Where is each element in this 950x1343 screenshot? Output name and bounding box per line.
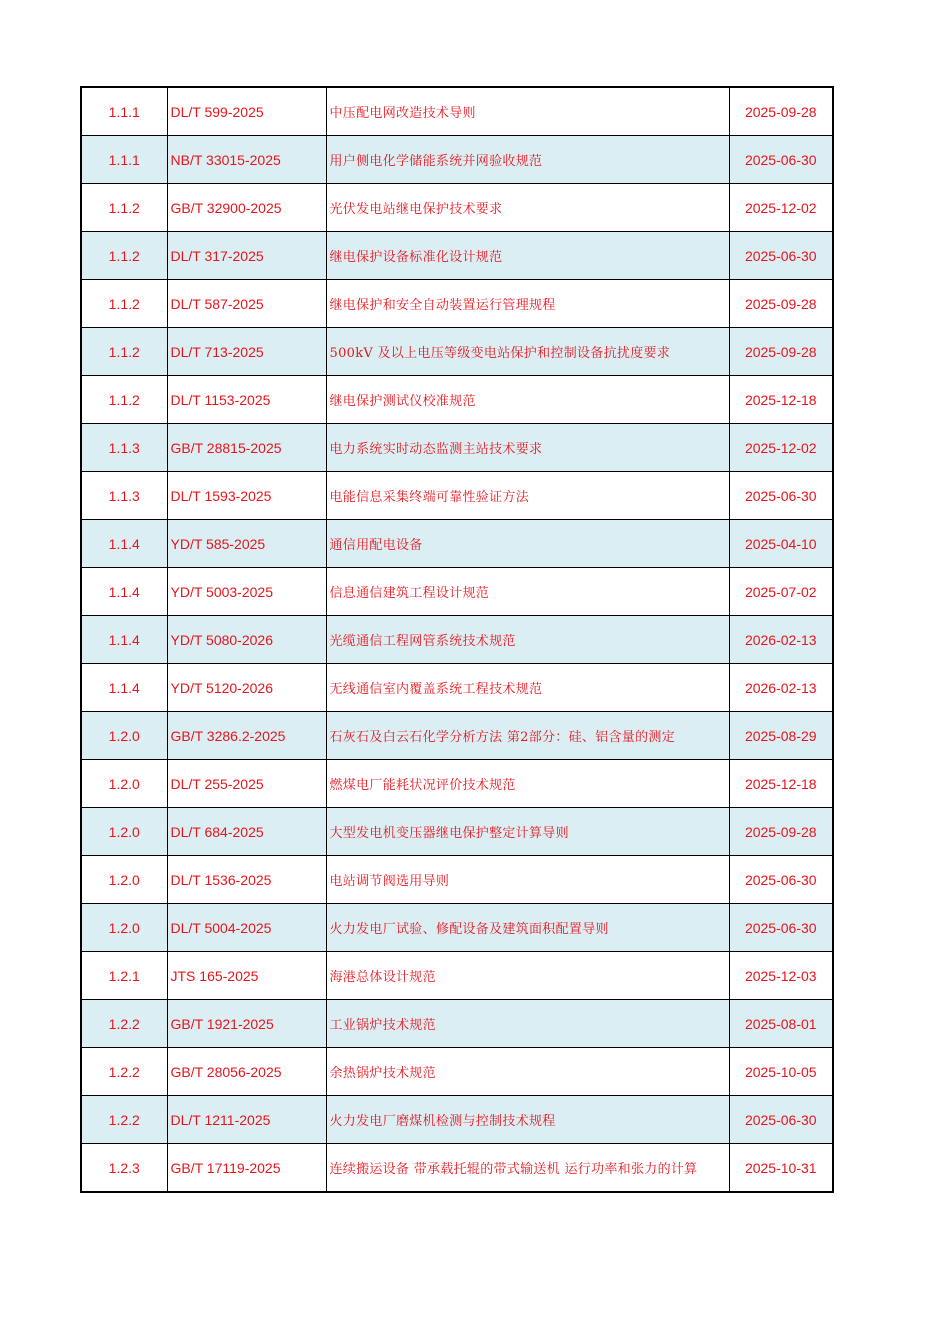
effective-date-cell: 2025-08-29 [729, 712, 833, 760]
section-number-cell: 1.2.0 [81, 712, 167, 760]
standard-title-cell: 石灰石及白云石化学分析方法 第2部分：硅、铝含量的测定 [326, 712, 729, 760]
standard-code-cell: GB/T 3286.2-2025 [167, 712, 326, 760]
effective-date-cell: 2026-02-13 [729, 664, 833, 712]
standard-code-cell: NB/T 33015-2025 [167, 136, 326, 184]
effective-date-cell: 2025-04-10 [729, 520, 833, 568]
table-row [81, 1000, 833, 1048]
standard-code-cell: DL/T 1211-2025 [167, 1096, 326, 1144]
table-row [81, 712, 833, 760]
table-row [81, 1096, 833, 1144]
table-row [81, 664, 833, 712]
standard-title-cell: 继电保护设备标准化设计规范 [326, 232, 729, 280]
table-row [81, 1144, 833, 1193]
section-number-cell: 1.1.2 [81, 328, 167, 376]
table-row [81, 616, 833, 664]
section-number-cell: 1.1.3 [81, 472, 167, 520]
standard-code-cell: DL/T 587-2025 [167, 280, 326, 328]
effective-date-cell: 2025-06-30 [729, 232, 833, 280]
standard-code-cell: DL/T 317-2025 [167, 232, 326, 280]
standard-title-cell: 500kV 及以上电压等级变电站保护和控制设备抗扰度要求 [326, 328, 729, 376]
standard-code-cell: YD/T 585-2025 [167, 520, 326, 568]
section-number-cell: 1.1.2 [81, 376, 167, 424]
effective-date-cell: 2025-12-02 [729, 184, 833, 232]
section-number-cell: 1.2.0 [81, 808, 167, 856]
standard-title-cell: 继电保护和安全自动装置运行管理规程 [326, 280, 729, 328]
effective-date-cell: 2025-09-28 [729, 87, 833, 136]
standard-code-cell: DL/T 684-2025 [167, 808, 326, 856]
section-number-cell: 1.2.2 [81, 1000, 167, 1048]
effective-date-cell: 2025-12-18 [729, 376, 833, 424]
standard-title-cell: 海港总体设计规范 [326, 952, 729, 1000]
standard-code-cell: YD/T 5120-2026 [167, 664, 326, 712]
effective-date-cell: 2025-12-18 [729, 760, 833, 808]
standards-table [80, 86, 834, 1193]
standard-title-cell: 光伏发电站继电保护技术要求 [326, 184, 729, 232]
table-row [81, 424, 833, 472]
standard-title-cell: 中压配电网改造技术导则 [326, 87, 729, 136]
section-number-cell: 1.2.0 [81, 760, 167, 808]
standard-code-cell: DL/T 1153-2025 [167, 376, 326, 424]
standard-title-cell: 火力发电厂试验、修配设备及建筑面积配置导则 [326, 904, 729, 952]
table-row [81, 760, 833, 808]
effective-date-cell: 2025-12-03 [729, 952, 833, 1000]
section-number-cell: 1.2.2 [81, 1048, 167, 1096]
standard-title-cell: 光缆通信工程网管系统技术规范 [326, 616, 729, 664]
effective-date-cell: 2025-09-28 [729, 328, 833, 376]
table-row [81, 904, 833, 952]
section-number-cell: 1.1.4 [81, 520, 167, 568]
table-row [81, 136, 833, 184]
standard-code-cell: DL/T 1593-2025 [167, 472, 326, 520]
standard-code-cell: DL/T 5004-2025 [167, 904, 326, 952]
standard-code-cell: GB/T 1921-2025 [167, 1000, 326, 1048]
standard-title-cell: 火力发电厂磨煤机检测与控制技术规程 [326, 1096, 729, 1144]
standard-code-cell: JTS 165-2025 [167, 952, 326, 1000]
section-number-cell: 1.2.0 [81, 904, 167, 952]
section-number-cell: 1.2.0 [81, 856, 167, 904]
standard-code-cell: GB/T 28056-2025 [167, 1048, 326, 1096]
table-row [81, 232, 833, 280]
effective-date-cell: 2025-10-31 [729, 1144, 833, 1193]
section-number-cell: 1.1.4 [81, 664, 167, 712]
effective-date-cell: 2026-02-13 [729, 616, 833, 664]
standard-title-cell: 无线通信室内覆盖系统工程技术规范 [326, 664, 729, 712]
table-row [81, 87, 833, 136]
table-row [81, 376, 833, 424]
effective-date-cell: 2025-12-02 [729, 424, 833, 472]
table-row [81, 328, 833, 376]
standard-title-cell: 工业锅炉技术规范 [326, 1000, 729, 1048]
standard-code-cell: DL/T 255-2025 [167, 760, 326, 808]
standard-title-cell: 信息通信建筑工程设计规范 [326, 568, 729, 616]
standard-title-cell: 余热锅炉技术规范 [326, 1048, 729, 1096]
section-number-cell: 1.1.2 [81, 232, 167, 280]
standard-code-cell: GB/T 32900-2025 [167, 184, 326, 232]
standard-title-cell: 通信用配电设备 [326, 520, 729, 568]
effective-date-cell: 2025-06-30 [729, 856, 833, 904]
effective-date-cell: 2025-08-01 [729, 1000, 833, 1048]
standard-title-cell: 燃煤电厂能耗状况评价技术规范 [326, 760, 729, 808]
standard-title-cell: 电站调节阀选用导则 [326, 856, 729, 904]
table-row [81, 280, 833, 328]
effective-date-cell: 2025-09-28 [729, 808, 833, 856]
section-number-cell: 1.1.1 [81, 87, 167, 136]
standard-code-cell: GB/T 28815-2025 [167, 424, 326, 472]
table-row [81, 472, 833, 520]
effective-date-cell: 2025-10-05 [729, 1048, 833, 1096]
standard-code-cell: DL/T 599-2025 [167, 87, 326, 136]
effective-date-cell: 2025-07-02 [729, 568, 833, 616]
effective-date-cell: 2025-06-30 [729, 1096, 833, 1144]
standard-code-cell: DL/T 1536-2025 [167, 856, 326, 904]
standard-title-cell: 连续搬运设备 带承载托辊的带式输送机 运行功率和张力的计算 [326, 1144, 729, 1193]
section-number-cell: 1.2.1 [81, 952, 167, 1000]
table-body [81, 87, 833, 1192]
table-row [81, 856, 833, 904]
table-row [81, 808, 833, 856]
standard-code-cell: YD/T 5080-2026 [167, 616, 326, 664]
section-number-cell: 1.1.3 [81, 424, 167, 472]
section-number-cell: 1.1.4 [81, 616, 167, 664]
standard-title-cell: 用户侧电化学储能系统并网验收规范 [326, 136, 729, 184]
standard-title-cell: 继电保护测试仪校准规范 [326, 376, 729, 424]
standard-code-cell: DL/T 713-2025 [167, 328, 326, 376]
section-number-cell: 1.1.2 [81, 184, 167, 232]
table-row [81, 1048, 833, 1096]
standard-code-cell: GB/T 17119-2025 [167, 1144, 326, 1193]
standard-title-cell: 电力系统实时动态监测主站技术要求 [326, 424, 729, 472]
section-number-cell: 1.1.4 [81, 568, 167, 616]
effective-date-cell: 2025-06-30 [729, 136, 833, 184]
effective-date-cell: 2025-06-30 [729, 472, 833, 520]
effective-date-cell: 2025-09-28 [729, 280, 833, 328]
section-number-cell: 1.2.3 [81, 1144, 167, 1193]
standard-title-cell: 电能信息采集终端可靠性验证方法 [326, 472, 729, 520]
section-number-cell: 1.1.1 [81, 136, 167, 184]
table-row [81, 520, 833, 568]
section-number-cell: 1.2.2 [81, 1096, 167, 1144]
effective-date-cell: 2025-06-30 [729, 904, 833, 952]
standard-title-cell: 大型发电机变压器继电保护整定计算导则 [326, 808, 729, 856]
table-row [81, 568, 833, 616]
table-row [81, 952, 833, 1000]
section-number-cell: 1.1.2 [81, 280, 167, 328]
standard-code-cell: YD/T 5003-2025 [167, 568, 326, 616]
table-row [81, 184, 833, 232]
